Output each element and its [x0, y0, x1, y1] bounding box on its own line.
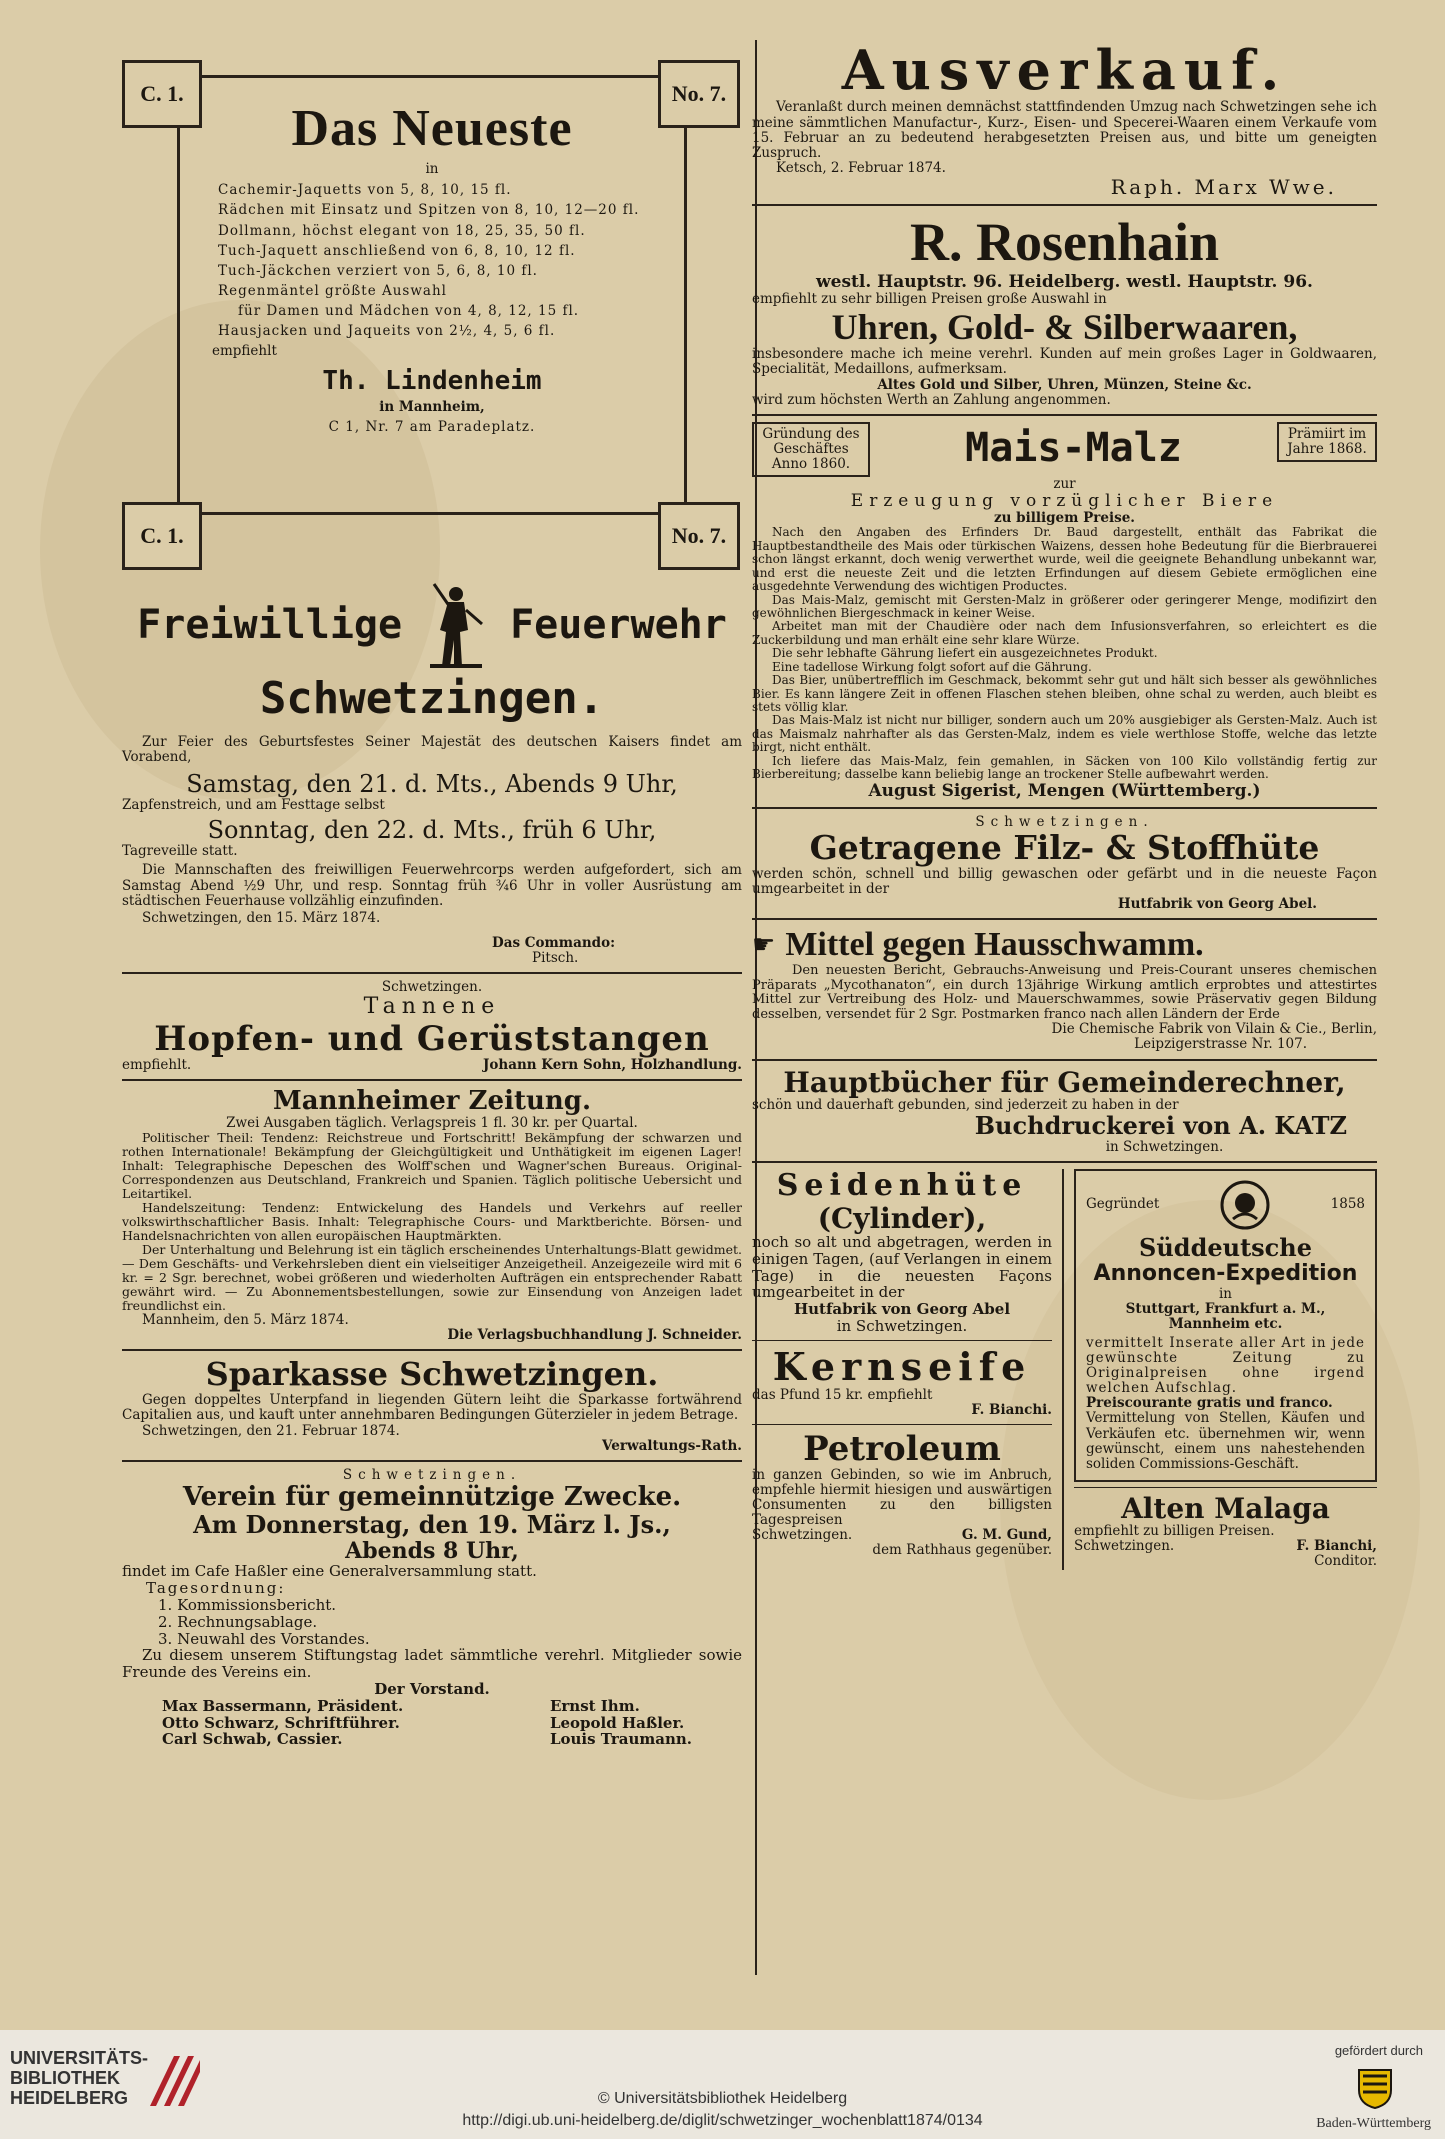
permalink[interactable]: http://digi.ub.uni-heidelberg.de/diglit/schwetzinger_wochenblatt1874/0134: [462, 2112, 983, 2129]
ad-city: in Schwetzingen.: [1105, 1138, 1224, 1155]
verein-date: Am Donnerstag, den 19. März l. Js.,: [193, 1509, 671, 1539]
feuerwehr-title: Freiwillige: [137, 601, 403, 648]
divider: [122, 972, 742, 974]
malaga-title: Alten Malaga: [1121, 1491, 1330, 1525]
maismalz-header: [752, 422, 1377, 477]
annoncen-year: 1858: [1330, 1196, 1365, 1213]
ad-hauptbuecher: [752, 1067, 1377, 1155]
annoncen-in: in: [1218, 1285, 1232, 1302]
ad-title: Mais-Malz: [965, 424, 1182, 471]
state-coat-of-arms-icon: [1353, 2066, 1397, 2110]
ad-sign: August Sigerist, Mengen (Württemberg.): [868, 780, 1261, 801]
ad-body: insbesondere mache ich meine verehrl. Kunden auf mein großes Lager in Goldwaaren, Specialität, Medaillons, aufmerksam.: [752, 346, 1377, 378]
divider: [122, 1079, 742, 1081]
ad-in: in: [425, 161, 439, 178]
digitization-footer: [0, 2030, 1445, 2139]
ad-title: Ausverkauf.: [841, 38, 1288, 102]
feuerwehr-body: Die Mannschaften des freiwilligen Feuerwehrcorps werden aufgefordert, sich am Samstag Abend ½9 Uhr, und resp. Sonntag früh ¾6 Uhr in voller Ausrüstung am städtischen Feuerhause vollzählig einzufinden.: [122, 862, 742, 909]
annoncen-body2: Vermittelung von Stellen, Käufen und Verkäufen etc. übernehmen wir, wenn gewünscht, einem uns nahestehenden soliden Commissions-Geschäft.: [1086, 1410, 1365, 1472]
ad-place: Schwetzingen, den 21. Februar 1874.: [142, 1422, 400, 1439]
ad-title: Tannene: [363, 994, 501, 1020]
petroleum-address: dem Rathhaus gegenüber.: [872, 1542, 1052, 1559]
paragraph: Nach den Angaben des Erfinders Dr. Baud dargestellt, enthält das Fabrikat die Hauptbestandtheile des Mais oder türkischen Waizens, dessen hohe Bedeutung für die Bierbrauerei schon längst erkannt, doch wenig verwerthet wurde, weil die geeignete Behandlung unbekannt war, und erst die neueste Zeit und die letzten Erfindungen auf diesem Gebiete ermöglichen eine ausgedehnte Verwendung des wichtigen Productes.: [752, 525, 1377, 594]
right-column: [752, 40, 1377, 1990]
annoncen-founded: Gegründet: [1086, 1196, 1160, 1213]
ad-body: [212, 100, 652, 435]
ad-title: Getragene Filz- & Stoffhüte: [809, 827, 1320, 867]
member: Max Bassermann, Präsident.: [162, 1696, 404, 1715]
agenda-item: 1. Kommissionsbericht.: [158, 1596, 337, 1615]
ad-sign: Hutfabrik von Georg Abel.: [1117, 895, 1317, 912]
hausschwamm-header: [752, 926, 1377, 964]
kernseife-price: das Pfund 15 kr. empfiehlt: [752, 1387, 933, 1404]
ad-body: schön und dauerhaft gebunden, sind jederzeit zu haben in der: [752, 1096, 1179, 1113]
annoncen-title2: Annoncen-Expedition: [1093, 1260, 1358, 1286]
lower-left: [752, 1169, 1052, 1570]
ad-sign: Verwaltungs-Rath.: [602, 1437, 742, 1454]
feuerwehr-note: Tagreveille statt.: [122, 843, 238, 860]
ad-place: Schwetzingen.: [975, 813, 1154, 830]
library-line: UNIVERSITÄTS-: [10, 2048, 149, 2068]
corner-tag: C. 1.: [122, 502, 202, 570]
ad-goods: Uhren, Gold- & Silberwaaren,: [831, 307, 1298, 348]
annoncen-prices: Preiscourante gratis und franco.: [1086, 1395, 1333, 1412]
kernseife-sign: F. Bianchi.: [971, 1402, 1052, 1419]
firefighter-icon: [426, 580, 486, 670]
annoncen-body: vermittelt Inserate aller Art in jede gewünschte Zeitung zu Originalpreisen ohne irgend welchen Aufschlag.: [1086, 1334, 1365, 1397]
list-item: Hausjacken und Jaqueits von 2½, 4, 5, 6 fl.: [218, 323, 556, 340]
list-item: Tuch-Jäckchen verziert von 5, 6, 8, 10 fl.: [218, 262, 538, 279]
ad-buy-note: wird zum höchsten Werth an Zahlung angenommen.: [752, 391, 1111, 408]
member: Otto Schwarz, Schriftführer.: [162, 1713, 400, 1732]
list-item: Rädchen mit Einsatz und Spitzen von 8, 10, 12—20 fl.: [218, 202, 640, 219]
list-item: für Damen und Mädchen von 4, 8, 12, 15 fl.: [238, 303, 580, 319]
ad-feuerwehr: [122, 580, 742, 966]
ad-sign: Raph. Marx Wwe.: [1110, 175, 1337, 200]
feuerwehr-date: Sonntag, den 22. d. Mts., früh 6 Uhr,: [207, 816, 657, 845]
malaga-role: Conditor.: [1314, 1553, 1377, 1570]
pointing-hand-icon: ☛: [752, 929, 776, 960]
ad-city: in Mannheim,: [379, 399, 485, 416]
lower-right: [1074, 1169, 1377, 1570]
agenda-heading: Tagesordnung:: [146, 1579, 286, 1598]
ad-title: Mittel gegen Hausschwamm.: [785, 926, 1204, 964]
corner-tag: C. 1.: [122, 60, 202, 128]
petroleum-sign-line: [752, 1528, 1052, 1543]
divider: [752, 1424, 1052, 1425]
corner-no: No. 7.: [658, 60, 740, 128]
ad-address: westl. Hauptstr. 96. Heidelberg. westl. Hauptstr. 96.: [816, 271, 1313, 292]
ad-firm: Th. Lindenheim: [322, 366, 542, 397]
seidenhuete-firm: Hutfabrik von Georg Abel: [793, 1300, 1011, 1319]
ad-title: Hauptbücher für Gemeinderechner,: [783, 1065, 1346, 1099]
feuerwehr-date: Samstag, den 21. d. Mts., Abends 9 Uhr,: [186, 770, 678, 799]
ad-zur: zur: [1053, 476, 1076, 493]
paragraph: Das Mais-Malz ist nicht nur billiger, sondern auch um 20% ausgiebiger als Gersten-Malz. Auch ist das Maismalz nahrhafter als das Gersten-Malz, indem es viele werthlose Stoffe, welche das letzte birgt, nicht enthält.: [752, 713, 1377, 755]
paragraph: Die sehr lebhafte Gährung liefert ein ausgezeichnetes Produkt.: [772, 646, 1158, 661]
ad-firm: Buchdruckerei von A. KATZ: [974, 1111, 1347, 1141]
ad-ausverkauf: [752, 40, 1377, 198]
ad-buy: Altes Gold und Silber, Uhren, Münzen, Steine &c.: [877, 376, 1252, 393]
ad-place: Schwetzingen.: [342, 1466, 522, 1483]
malaga-place: Schwetzingen.: [1074, 1538, 1175, 1555]
zeitung-features: Der Unterhaltung und Belehrung ist ein täglich erscheinendes Unterhaltungs-Blatt gewidmet. — Dem Geschäfts- und Verkehrsleben dient ein vielseitiger Anzeigetheil. Anzeigezeile wird mit 6 kr. = 2 Sgr. berechnet, wobei größeren und wiederholten Aufträgen ein entsprechender Rabatt gewährt wird. — Zu Abonnementsbestellungen, sowie zur Einsendung von Anzeigen ladet freundlichst ein.: [122, 1242, 742, 1314]
founding-box: Gründung des Geschäftes Anno 1860.: [752, 422, 870, 477]
divider: [122, 1460, 742, 1462]
malaga-body: empfiehlt zu billigen Preisen.: [1074, 1523, 1275, 1540]
library-line: BIBLIOTHEK: [10, 2068, 120, 2089]
petroleum-body: in ganzen Gebinden, so wie im Anbruch, empfehle hiermit hiesigen und auswärtigen Consumenten zu den billigsten Tagespreisen: [752, 1466, 1052, 1528]
feuerwehr-signer: Pitsch.: [532, 950, 579, 966]
member: Louis Traumann.: [549, 1730, 692, 1749]
annoncen-header: [1086, 1179, 1365, 1231]
ad-place: Ketsch, 2. Februar 1874.: [776, 159, 946, 176]
ad-hausschwamm: [752, 926, 1377, 1052]
corner-no: No. 7.: [658, 502, 740, 570]
list-item: Cachemir-Jaquetts von 5, 8, 10, 15 fl.: [218, 182, 512, 199]
ad-verein: [122, 1468, 742, 1748]
ad-sign: Die Chemische Fabrik von Vilain & Cie., Berlin,: [1051, 1021, 1377, 1038]
annoncen-box: [1074, 1169, 1377, 1482]
annoncen-cities: Stuttgart, Frankfurt a. M., Mannheim etc.: [1125, 1300, 1326, 1332]
ad-intro: empfiehlt zu sehr billigen Preisen große Auswahl in: [752, 290, 1107, 307]
annoncen-title1: Süddeutsche: [1139, 1233, 1312, 1263]
kernseife-title: Kernseife: [772, 1343, 1032, 1389]
agenda-item: 2. Rechnungsablage.: [158, 1612, 318, 1631]
member: Ernst Ihm.: [549, 1696, 640, 1715]
verein-invite: Zu diesem unserem Stiftungstag ladet sämmtliche verehrl. Mitglieder sowie Freunde des Vereins ein.: [122, 1646, 742, 1682]
seidenhuete-city: in Schwetzingen.: [836, 1316, 968, 1335]
ad-sparkasse: [122, 1357, 742, 1453]
feuerwehr-note: Zapfenstreich, und am Festtage selbst: [122, 797, 385, 814]
ad-title: Mannheimer Zeitung.: [272, 1086, 591, 1117]
verein-time: Abends 8 Uhr,: [345, 1537, 519, 1564]
ad-title: Das Neueste: [291, 100, 573, 157]
feuerwehr-place: Schwetzingen, den 15. März 1874.: [142, 909, 381, 926]
funded-by: gefördert durch: [1334, 2043, 1423, 2058]
list-item: Tuch-Jaquett anschließend von 6, 8, 10, 12 fl.: [218, 242, 576, 259]
feuerwehr-sign: Das Commando:: [492, 934, 616, 951]
seidenhuete-body: noch so alt und abgetragen, werden in einigen Tagen, (auf Verlangen in einem Tage) in die neuesten Façons umgearbeitet in der: [752, 1232, 1052, 1302]
petroleum-firm: G. M. Gund,: [961, 1527, 1052, 1544]
ad-body: Gegen doppeltes Unterpfand in liegenden Gütern leiht die Sparkasse fortwährend Capitalien aus, und kauft unter annehmbaren Bedingungen Güterzieler in jedem Betrage.: [122, 1392, 742, 1424]
divider: [752, 1340, 1052, 1341]
ad-kern: [122, 980, 742, 1073]
inner-rule: [1062, 1169, 1064, 1570]
ad-place: Schwetzingen.: [381, 979, 483, 996]
divider: [752, 1059, 1377, 1061]
ad-title: Verein für gemeinnützige Zwecke.: [182, 1481, 682, 1512]
feuerwehr-city: Schwetzingen.: [259, 673, 605, 724]
ad-empfiehlt: empfiehlt: [212, 343, 277, 360]
maismalz-body: [752, 526, 1377, 781]
ad-title: R. Rosenhain: [909, 212, 1220, 273]
library-line: HEIDELBERG: [10, 2088, 129, 2109]
paragraph: Eine tadellose Wirkung folgt sofort auf die Gährung.: [772, 659, 1092, 674]
ad-place: Mannheim, den 5. März 1874.: [142, 1312, 349, 1329]
member: Carl Schwab, Cassier.: [162, 1730, 343, 1749]
ad-empfiehlt: empfiehlt.: [122, 1056, 192, 1073]
zeitung-trade: Handelszeitung: Tendenz: Entwickelung des Handels und Verkehrs auf reeller volkswirthschaftlicher Basis. Inhalt: Telegraphische Cours- und Marktberichte. Börsen- und Handelsnachrichten von allen europäischen Hauptmärkten.: [122, 1200, 742, 1244]
left-column: [122, 40, 742, 1990]
ad-list: [212, 183, 652, 339]
members-left: [162, 1698, 403, 1748]
ad-rosenhain: [752, 212, 1377, 407]
ad-footer-line: [122, 1058, 742, 1073]
award-box: Prämiirt im Jahre 1868.: [1277, 422, 1377, 462]
ad-sign: Die Verlagsbuchhandlung J. Schneider.: [447, 1327, 742, 1344]
divider: [752, 918, 1377, 920]
seidenhuete-title: Seidenhüte: [776, 1168, 1028, 1204]
verein-sign: Der Vorstand.: [374, 1680, 490, 1699]
ad-subtitle2: zu billigem Preise.: [993, 510, 1136, 527]
ad-address: C 1, Nr. 7 am Paradeplatz.: [328, 418, 536, 435]
ad-address: Leipzigerstrasse Nr. 107.: [1134, 1036, 1307, 1053]
emblem-icon: [1219, 1179, 1271, 1231]
state-name: Baden-Württemberg: [1316, 2116, 1431, 2131]
ad-zeitung: [122, 1087, 742, 1343]
malaga-sign: F. Bianchi,: [1296, 1538, 1377, 1555]
divider: [752, 1161, 1377, 1163]
ad-lindenheim: [122, 40, 742, 548]
divider: [122, 1349, 742, 1351]
feuerwehr-title: Feuerwehr: [510, 601, 727, 648]
ad-maismalz: [752, 422, 1377, 801]
ad-subtitle: Zwei Ausgaben täglich. Verlagspreis 1 fl. 30 kr. per Quartal.: [226, 1115, 638, 1132]
member: Leopold Haßler.: [549, 1713, 685, 1732]
malaga-sign-line: [1074, 1539, 1377, 1554]
ad-body: Den neuesten Bericht, Gebrauchs-Anweisung und Preis-Courant unseres chemischen Präparats „Mycothanaton“, ein durch 13jährige Wirkung amtlich erprobtes und attestirtes Mittel zur Vertreibung des Holz- und Mauerschwammes, sowie Präservativ gegen Bildung desselben, versendet für 2 Sgr. Postmarken franco nach allen Ländern der Erde: [752, 963, 1377, 1022]
list-item: Dollmann, höchst elegant von 18, 25, 35, 50 fl.: [218, 222, 586, 239]
ad-huete: [752, 815, 1377, 912]
petroleum-place: Schwetzingen.: [752, 1527, 853, 1544]
ad-firm: Johann Kern Sohn, Holzhandlung.: [483, 1056, 742, 1073]
paragraph: Das Mais-Malz, gemischt mit Gersten-Malz in größerer oder geringerer Menge, modifizirt den gewöhnlichen Biergeschmack in keiner Weise.: [752, 592, 1377, 620]
feuerwehr-header: [122, 580, 742, 670]
lower-ads: [752, 1169, 1377, 1570]
ad-body: Veranlaßt durch meinen demnächst stattfindenden Umzug nach Schwetzingen sehe ich meine sämmtlichen Manufactur-, Kurz-, Eisen- und Specerei-Waaren einem Verkaufe vom 15. Februar an zu bedeutend herabgesetzten Preisen aus, und bitte um geneigten Zuspruch.: [752, 99, 1377, 161]
verein-where: findet im Cafe Haßler eine Generalversammlung statt.: [122, 1562, 537, 1581]
copyright: © Universitätsbibliothek Heidelberg: [597, 2090, 848, 2107]
ad-body: werden schön, schnell und billig gewaschen oder gefärbt und in die neueste Façon umgearbeitet in der: [752, 865, 1377, 897]
divider: [752, 414, 1377, 416]
ad-headline: Hopfen- und Gerüststangen: [154, 1018, 710, 1059]
paragraph: Arbeitet man mit der Chaudière oder nach dem Infusionsverfahren, so erleichtert es die Zuckerbildung und man erhält eine sehr klare Würze.: [752, 619, 1377, 647]
paragraph: Das Bier, unübertrefflich im Geschmack, bekommt sehr gut und hält sich besser als gewöhnliches Bier. Es kann längere Zeit in offenen Flaschen stehen bleiben, ohne schal zu werden, auch bleibt es stets völlig klar.: [752, 673, 1377, 715]
paragraph: Ich liefere das Mais-Malz, fein gemahlen, in Säcken von 100 Kilo vollständig fertig zur Bierbereitung; dasselbe kann beliebig lange an trockener Stelle aufbewahrt werden.: [752, 753, 1377, 782]
list-item: Regenmäntel größte Auswahl: [218, 282, 447, 299]
divider: [752, 807, 1377, 809]
petroleum-title: Petroleum: [803, 1428, 1001, 1469]
feuerwehr-intro: Zur Feier des Geburtsfestes Seiner Majestät des deutschen Kaisers findet am Vorabend,: [122, 734, 742, 766]
agenda-item: 3. Neuwahl des Vorstandes.: [158, 1629, 370, 1648]
ad-subtitle: Erzeugung vorzüglicher Biere: [850, 491, 1279, 512]
ad-title: Sparkasse Schwetzingen.: [205, 1355, 659, 1394]
divider: [752, 204, 1377, 206]
verein-members: [122, 1698, 742, 1748]
divider: [1074, 1487, 1377, 1488]
seidenhuete-sub: (Cylinder),: [817, 1201, 987, 1235]
members-right: [550, 1698, 692, 1748]
zeitung-politics: Politischer Theil: Tendenz: Reichstreue und Fortschritt! Bekämpfung der schwarzen und rothen Internationale! Bekämpfung der Gleichgültigkeit und Unthätigkeit im eigenen Lager! Inhalt: Telegraphische Depeschen des Wolff'schen und Wagner'schen Bureaus. Original-Correspondenzen aus Deutschland, Frankreich und Spanien. Täglich politische Uebersicht und Leitartikel.: [122, 1130, 742, 1202]
